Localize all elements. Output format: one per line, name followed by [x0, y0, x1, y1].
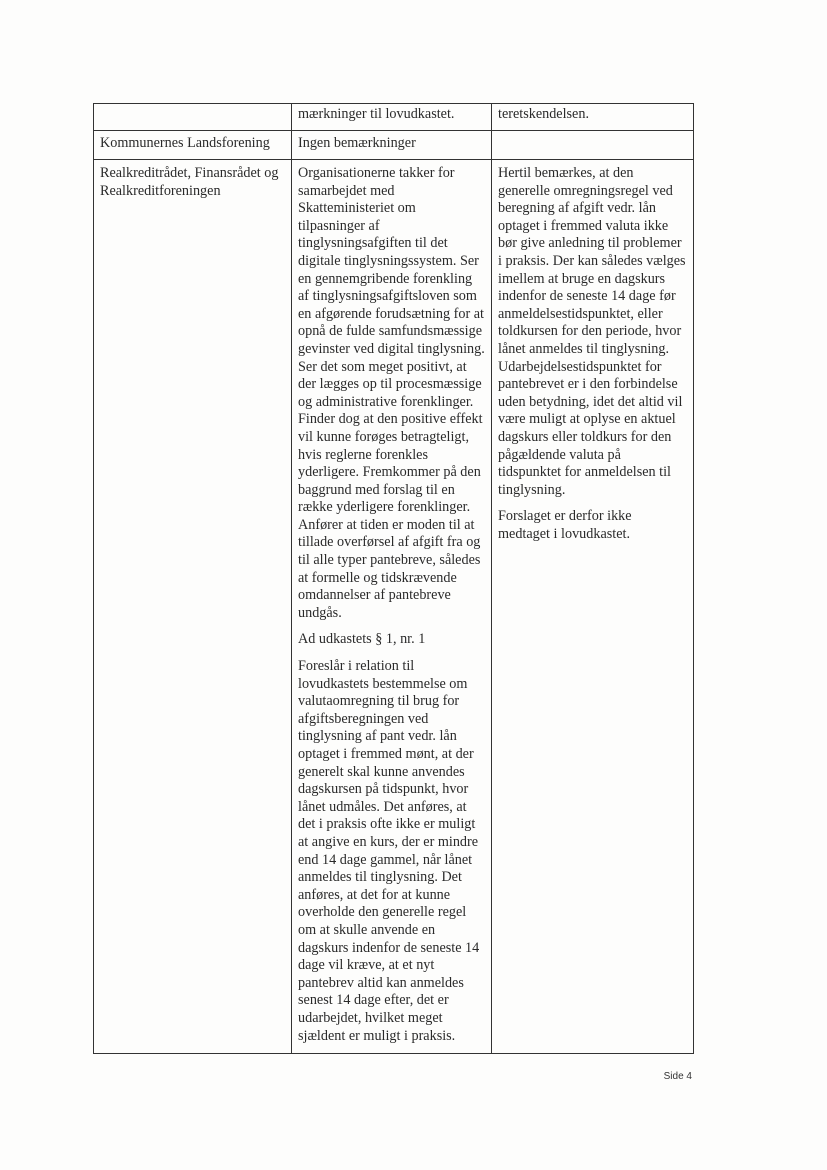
remarks-cell: mærkninger til lovudkastet. [292, 104, 492, 131]
response-cell: teretskendelsen. [492, 104, 694, 131]
organisation-name: Realkreditrådet, Finansrådet og Realkreditforeningen [100, 165, 279, 199]
remarks-subheading: Ad udkastets § 1, nr. 1 [298, 631, 426, 648]
organisation-cell [94, 160, 292, 1054]
remarks-paragraph: Organisationerne takker for samarbejdet med Skatteministeriet om tilpasninger af tinglysningsafgiften til det digitale tinglysningssystem. Ser en gennemgribende forenkling af tinglysningsafgiftsloven som en afgørende forudsætning for at opnå de fulde samfundsmæssige gevinster ved digital tinglysning. Ser det som meget positivt, at der lægges op til procesmæssige og administrative forenklinger. Finder dog at den positive effekt vil kunne forøges betragteligt, hvis reglerne forenkles yderligere. Fremkommer på den baggrund med forslag til en række yderligere forenklinger. Anfører at tiden er moden til at tillade overførsel af afgift fra og til alle typer pantebreve, således at formelle og tidskrævende omdannelser af pantebreve undgås. [298, 165, 485, 621]
remarks-cell: Ingen bemærkninger [292, 131, 492, 160]
table-row [94, 131, 694, 160]
organisation-cell [94, 104, 292, 131]
remarks-cell [292, 160, 492, 1054]
response-cell [492, 131, 694, 160]
consultation-table [93, 103, 694, 1054]
response-paragraph: Hertil bemærkes, at den generelle omregningsregel ved beregning af afgift vedr. lån optaget i fremmed valuta ikke bør give anledning til problemer i praksis. Der kan således vælges imellem at bruge en dagskurs indenfor de seneste 14 dage før anmeldelsestidspunktet, eller toldkursen for den periode, hvor lånet anmeldes til tinglysning. Udarbejdelsestidspunktet for pantebrevet er i den forbindelse uden betydning, idet det altid vil være muligt at oplyse en aktuel dagskurs eller toldkurs for den pågældende valuta på tidspunktet for anmeldelsen til tinglysning. [498, 165, 686, 498]
remarks-paragraph: Foreslår i relation til lovudkastets bestemmelse om valutaomregning til brug for afgiftsberegningen ved tinglysning af pant vedr. lån optaget i fremmed mønt, at der generelt skal kunne anvendes dagskursen på tidspunkt, hvor lånet udmåles. Det anføres, at det i praksis ofte ikke er muligt at angive en kurs, der er mindre end 14 dage gammel, når lånet anmeldes til tinglysning. Det anføres, at det for at kunne overholde den generelle regel om at skulle anvende en dagskurs indenfor de seneste 14 dage vil kræve, at et nyt pantebrev altid kan anmeldes senest 14 dage efter, det er udarbejdet, hvilket meget sjældent er muligt i praksis. [298, 658, 480, 1044]
table-row [94, 160, 694, 1054]
response-conclusion: Forslaget er derfor ikke medtaget i lovudkastet. [498, 508, 632, 542]
table-row [94, 104, 694, 131]
response-cell [492, 160, 694, 1054]
organisation-cell: Kommunernes Landsforening [94, 131, 292, 160]
page-number: Side 4 [663, 1071, 692, 1082]
